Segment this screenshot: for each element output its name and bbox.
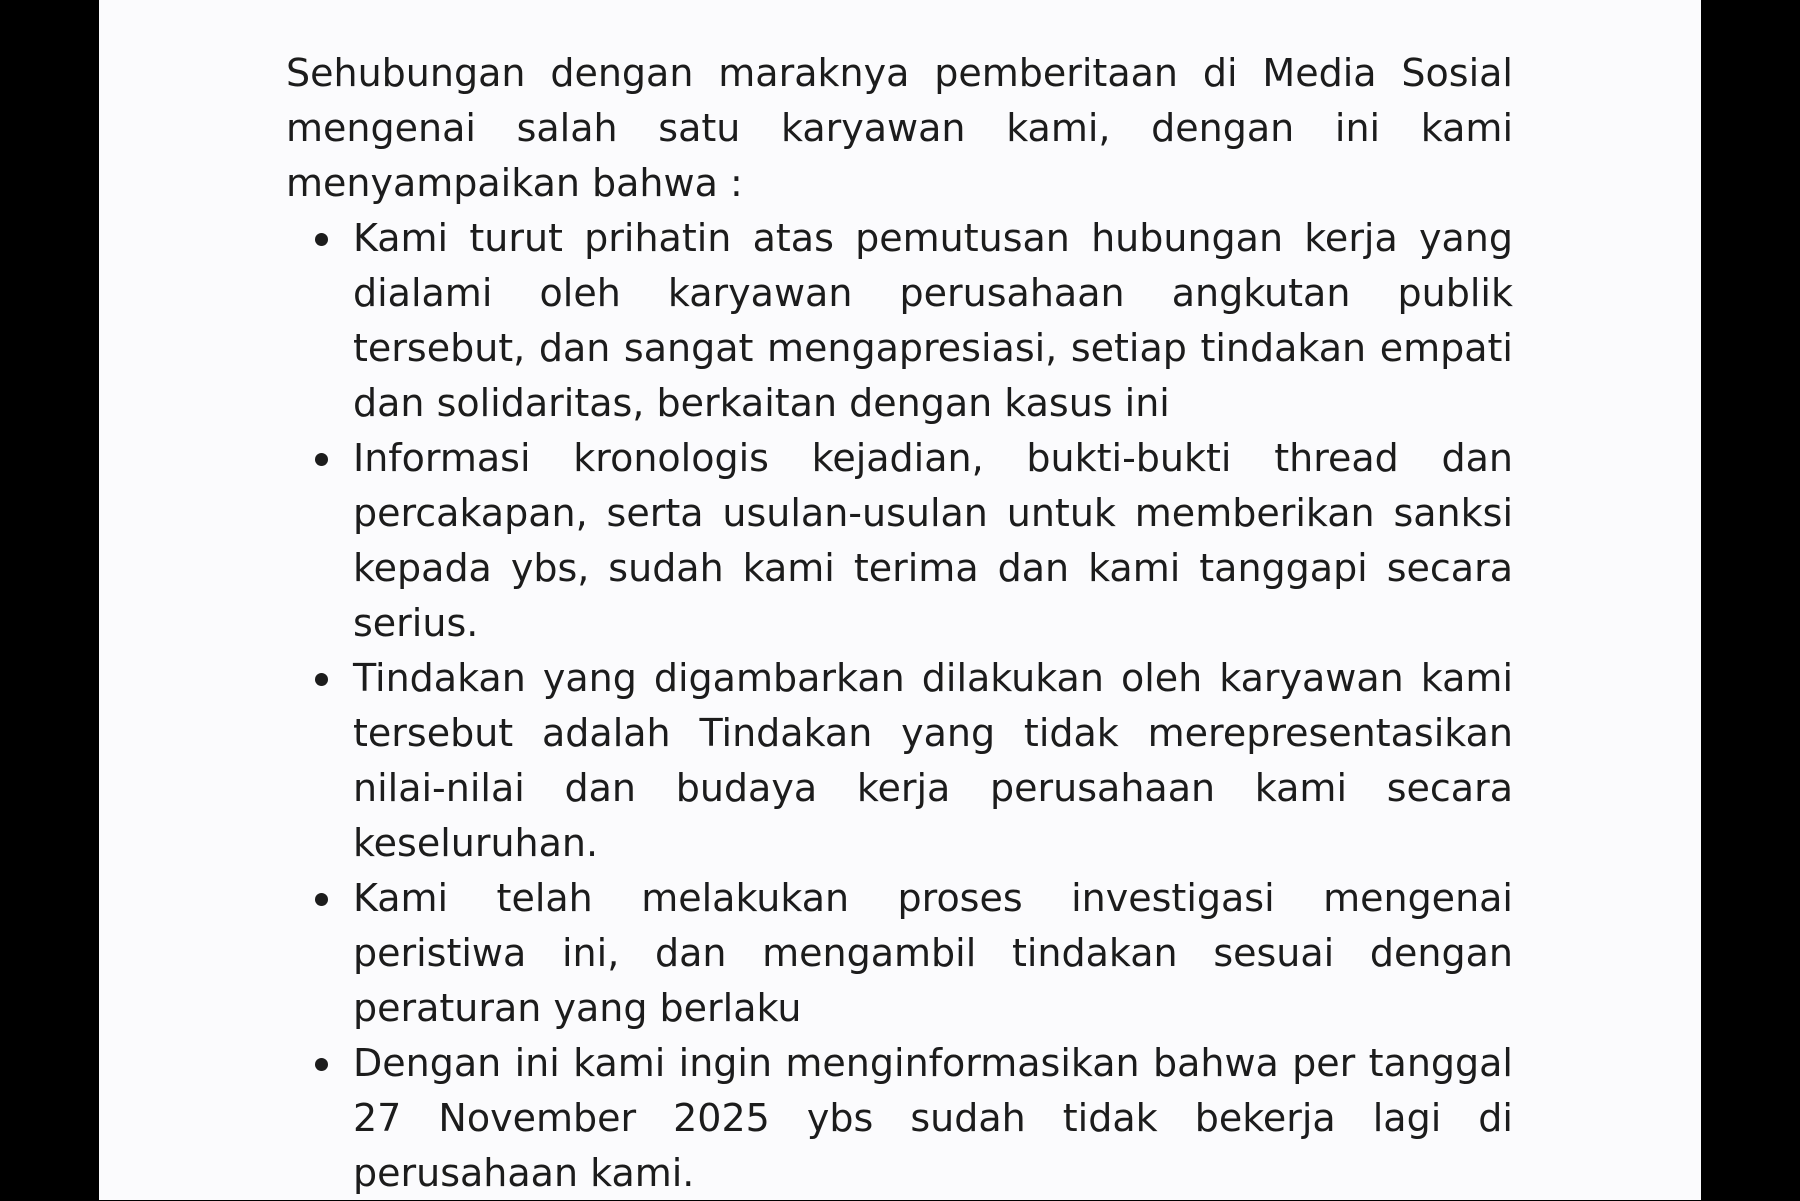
- bullet-icon: [315, 1058, 328, 1071]
- statement-body: [286, 46, 1513, 1201]
- list-item: [353, 431, 1513, 651]
- intro-paragraph: Sehubungan dengan maraknya pemberitaan di Media Sosial mengenai salah satu karyawan kami, dengan ini kami menyampaikan bahwa :: [286, 51, 1513, 205]
- bullet-icon: [315, 453, 328, 466]
- bullet-icon: [315, 233, 328, 246]
- list-item: [353, 211, 1513, 431]
- list-item-text: Kami telah melakukan proses investigasi mengenai peristiwa ini, dan mengambil tindakan sesuai dengan peraturan yang berlaku: [353, 876, 1513, 1030]
- list-item-text: Dengan ini kami ingin menginformasikan bahwa per tanggal 27 November 2025 ybs sudah tidak bekerja lagi di perusahaan kami.: [353, 1041, 1513, 1195]
- list-item-text: Tindakan yang digambarkan dilakukan oleh karyawan kami tersebut adalah Tindakan yang tidak merepresentasikan nilai-nilai dan budaya kerja perusahaan kami secara keseluruhan.: [353, 656, 1513, 865]
- list-item: [353, 651, 1513, 871]
- list-item: [353, 871, 1513, 1036]
- statement-list: [286, 211, 1513, 1201]
- list-item-text: Kami turut prihatin atas pemutusan hubungan kerja yang dialami oleh karyawan perusahaan angkutan publik tersebut, dan sangat mengapresiasi, setiap tindakan empati dan solidaritas, berkaitan dengan kasus ini: [353, 216, 1513, 425]
- document-page: [99, 0, 1701, 1200]
- list-item: [353, 1036, 1513, 1201]
- list-item-text: Informasi kronologis kejadian, bukti-bukti thread dan percakapan, serta usulan-usulan untuk memberikan sanksi kepada ybs, sudah kami terima dan kami tanggapi secara serius.: [353, 436, 1513, 645]
- bullet-icon: [315, 893, 328, 906]
- bullet-icon: [315, 673, 328, 686]
